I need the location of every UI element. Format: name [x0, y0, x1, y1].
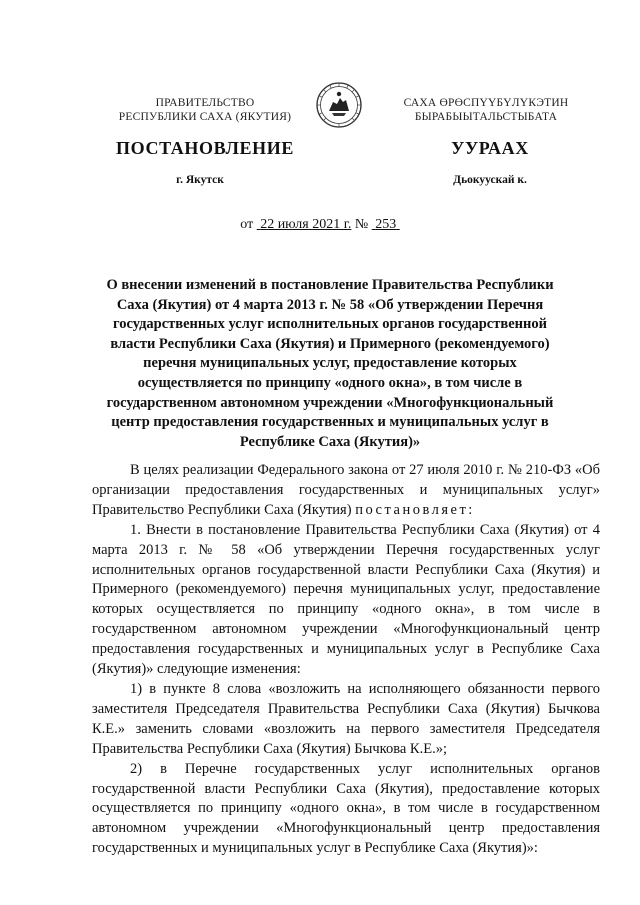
issuer-line: ПРАВИТЕЛЬСТВО	[155, 97, 255, 109]
intro-paragraph: В целях реализации Федерального закона от 27 июля 2010 г. № 210-ФЗ «Об организации предоставления государственных и муниципальных услуг» Правительство Республики Саха (Якутия) постановляет:	[92, 462, 600, 518]
clause-1-subitem-1: 1) в пункте 8 слова «возложить на исполняющего обязанности первого заместителя Председателя Правительства Республики Саха (Якутия) Бычкова К.Е.» заменить словами «возложить на первого заместителя Председателя Правительства Республики Саха (Якутия) Бычкова К.Е.»;	[92, 680, 600, 757]
issuer-line: РЕСПУБЛИКИ САХА (ЯКУТИЯ)	[118, 111, 292, 123]
issuer-name-sakha	[386, 96, 586, 124]
coat-of-arms-icon	[316, 82, 362, 128]
decree-body	[92, 461, 600, 859]
clause-1: 1. Внести в постановление Правительства Республики Саха (Якутия) от 4 марта 2013 г. № 58 «Об утверждении Перечня государственных услуг исполнительных органов государственной власти Республики Саха (Якутия) и Примерного (рекомендуемого) перечня муниципальных услуг, предоставление которых осуществляется по принципу «одного окна», в том числе в государственном автономном учреждении «Многофункциональный центр предоставления государственных и муниципальных услуг в Республике Саха (Якутия)» следующие изменения:	[92, 521, 600, 678]
decree-number: 253	[375, 217, 397, 232]
issuer-name-russian	[105, 96, 305, 124]
decree-date: 22 июля 2021 г.	[260, 217, 352, 232]
issuer-line: САХА ӨРӨСПҮҮБҮЛҮКЭТИН	[403, 97, 569, 109]
date-prefix: от	[240, 217, 254, 232]
city-russian: г. Якутск	[176, 174, 224, 186]
doc-type-russian: ПОСТАНОВЛЕНИЕ	[116, 138, 294, 158]
city-sakha: Дьокуускай к.	[453, 174, 527, 186]
doc-type-sakha: УУРААХ	[451, 138, 529, 158]
decree-word: постановляет:	[355, 501, 475, 518]
clause-1-subitem-2: 2) в Перечне государственных услуг исполнительных органов государственной власти Республики Саха (Якутия), предоставление которых осуществляется по принципу «одного окна», в том числе в государственном автономном учреждении «Многофункциональный центр предоставления государственных и муниципальных услуг в Республике Саха (Якутия)»:	[92, 760, 600, 857]
number-sign: №	[354, 217, 369, 232]
issuer-line: БЫРАБЫЫТАЛЬСТЫБАТА	[414, 111, 558, 123]
date-number-line	[0, 217, 640, 233]
decree-heading: О внесении изменений в постановление Правительства Республики Саха (Якутия) от 4 марта 2013 г. № 58 «Об утверждении Перечня государственных услуг исполнительных органов государственной власти Республики Саха (Якутия) и Примерного (рекомендуемого) перечня муниципальных услуг, предоставление которых осуществляется по принципу «одного окна», в том числе в государственном автономном учреждении «Многофункциональный центр предоставления государственных и муниципальных услуг в Республике Саха (Якутия)»	[106, 277, 554, 450]
